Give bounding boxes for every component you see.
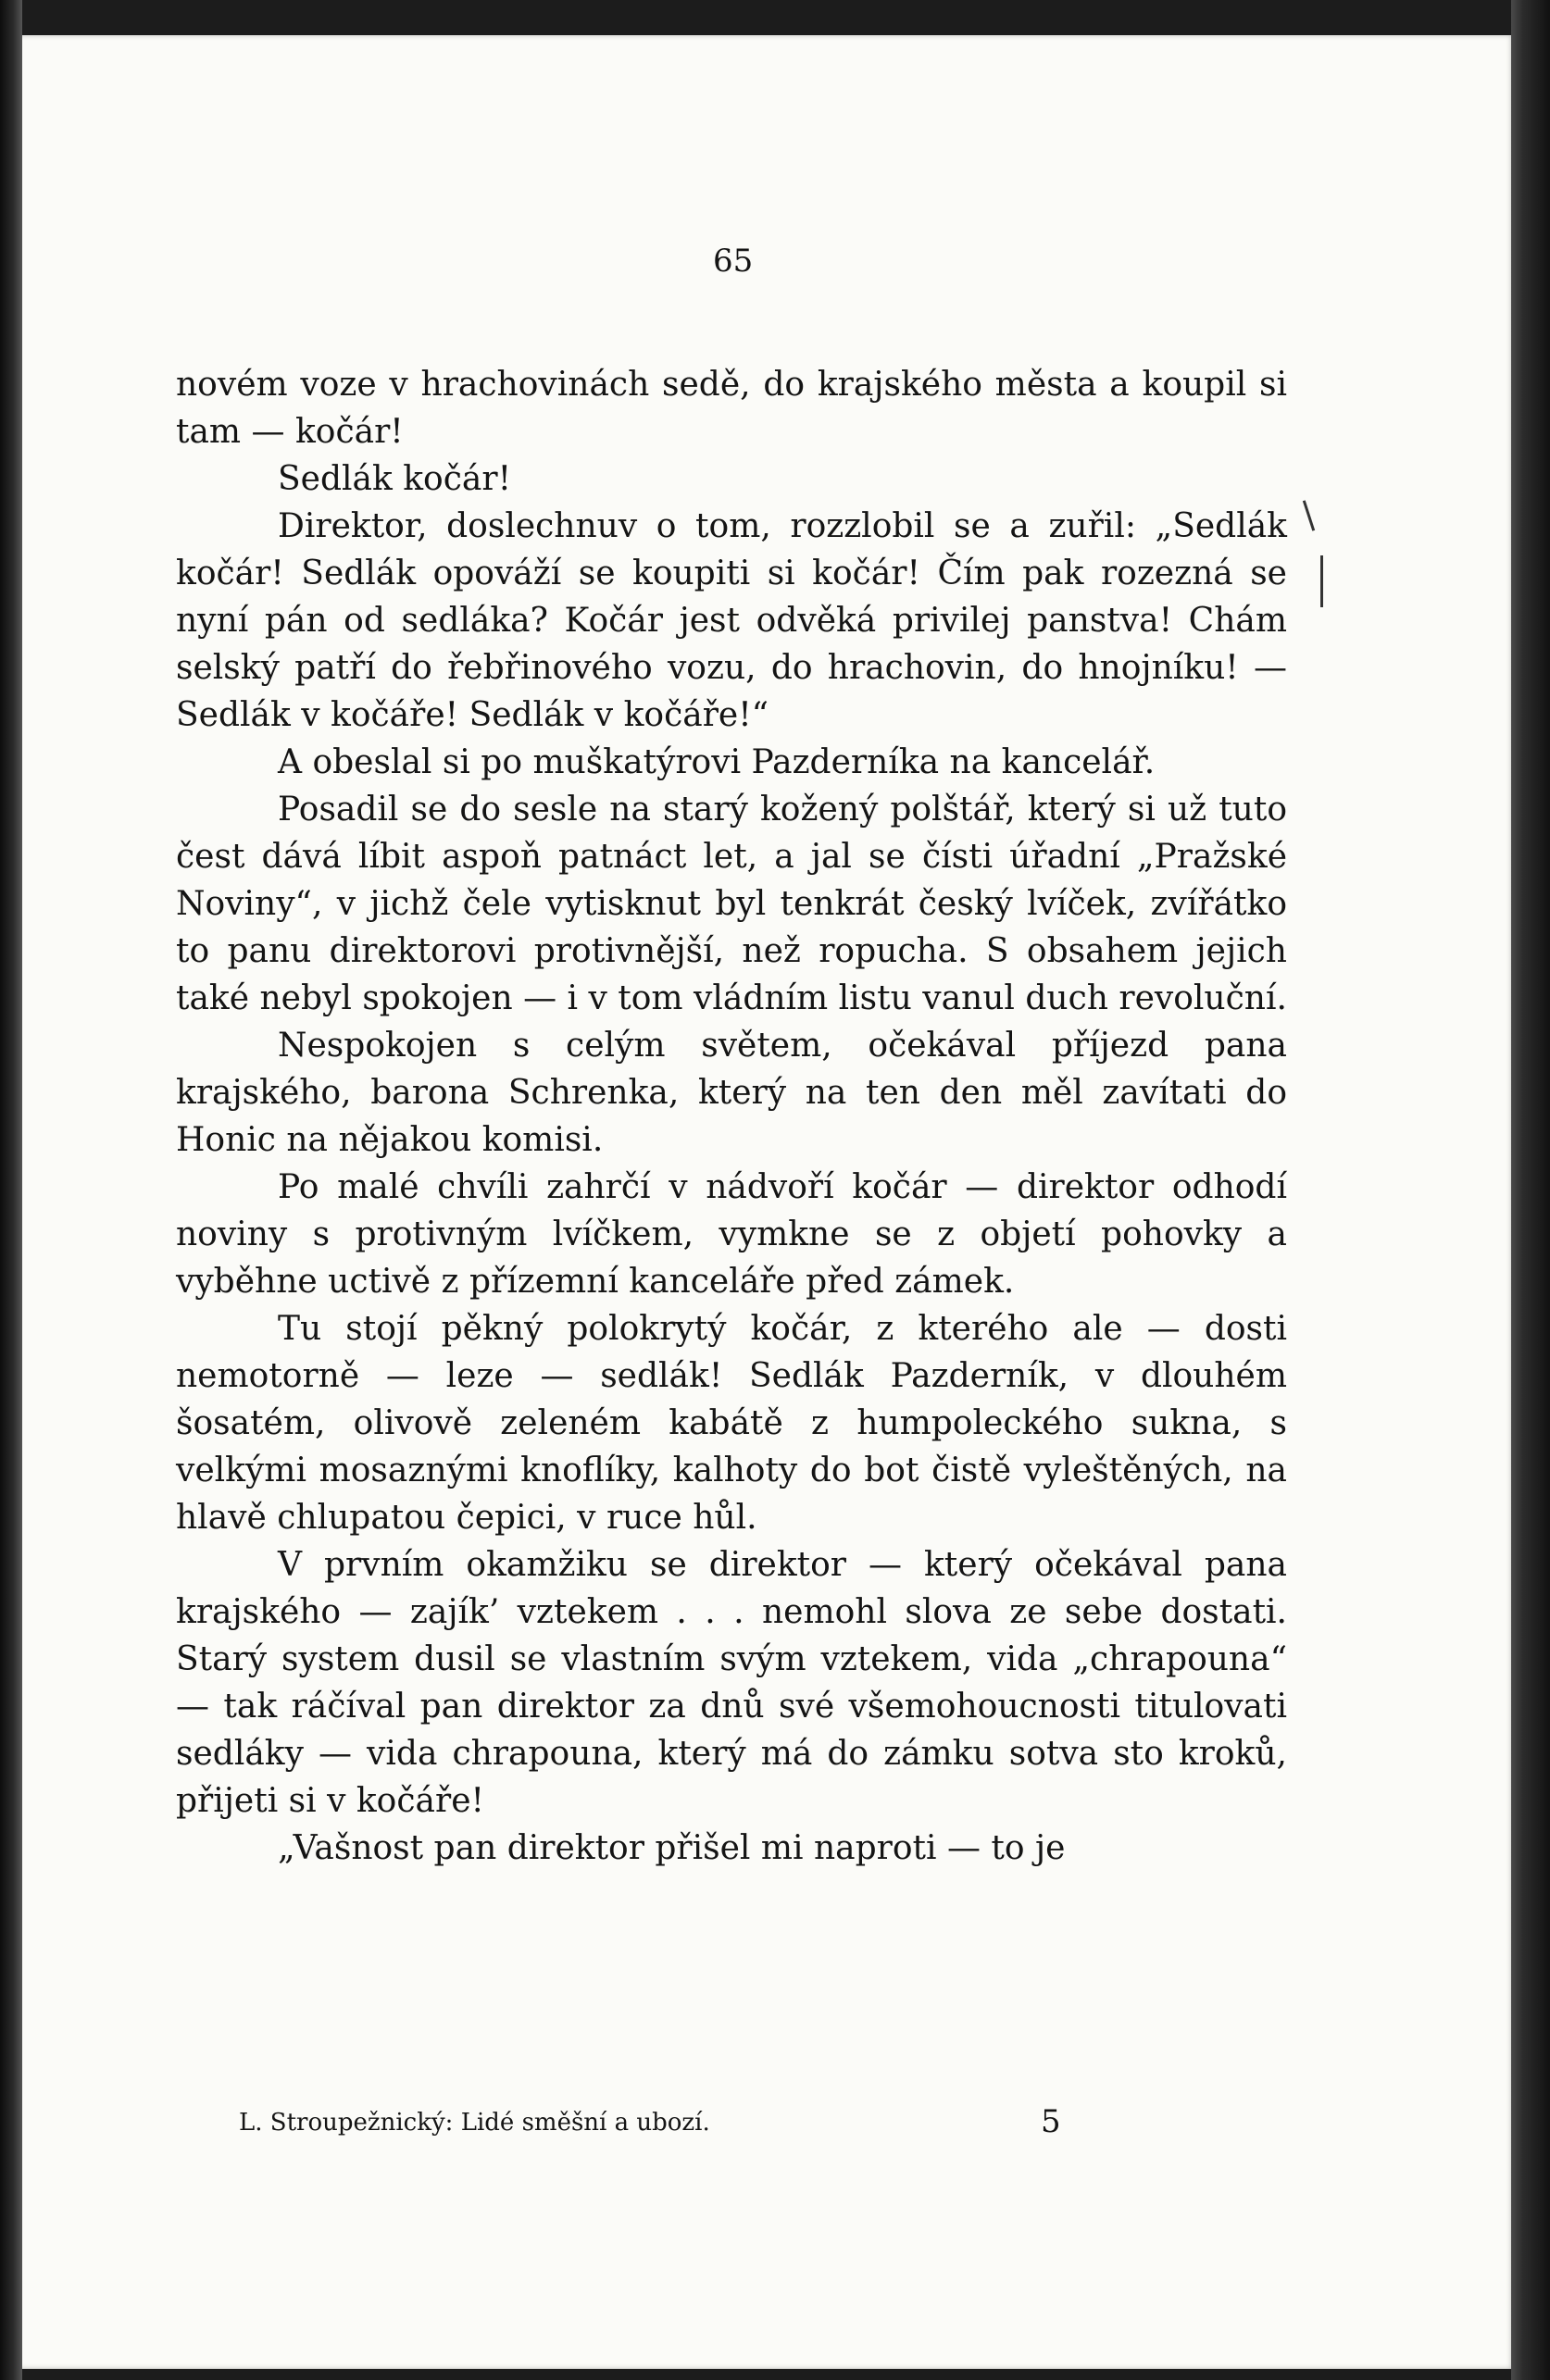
paragraph: Direktor, doslechnuv o tom, rozzlobil se a zuřil: „Sedlák kočár! Sedlák opováží se koupiti si kočár! Čím pak rozezná se nyní pán od sedláka? Kočár jest odvěká privilej panstva! Chám selský patří do řebřinového vozu, do hrachovin, do hnojníku! — Sedlák v kočáře! Sedlák v kočáře!“ <box>176 507 1287 734</box>
paragraph: Tu stojí pěkný polokrytý kočár, z kterého ale — dosti nemotorně — leze — sedlák! Sedlák Pazderník, v dlouhém šosatém, olivově zeleném kabátě z humpoleckého sukna, s velkými mosaznými knoflíky, kalhoty do bot čistě vyleštěných, na hlavě chlupatou čepici, v ruce hůl. <box>176 1310 1287 1537</box>
paragraph: A obeslal si po muškatýrovi Pazderníka na kancelář. <box>278 743 1156 781</box>
paragraph: „Vašnost pan direktor přišel mi naproti — to je <box>278 1829 1066 1867</box>
footer-title: L. Stroupežnický: Lidé směšní a ubozí. <box>239 2109 710 2137</box>
paragraph: Sedlák kočár! <box>278 460 512 498</box>
paragraph: Posadil se do sesle na starý kožený polštář, který si už tuto čest dává líbit aspoň patnáct let, a jal se čísti úřadní „Pražské Noviny“, v jichž čele vytisknut byl tenkrát český lvíček, zvířátko to panu direktorovi protivnější, než ropucha. S obsahem jejich také nebyl spokojen — i v tom vládním listu vanul duch revoluční. <box>176 791 1287 1017</box>
paragraph: Po malé chvíli zahrčí v nádvoří kočár — direktor odhodí noviny s protivným lvíčkem, vymkne se z objetí pohovky a vyběhne uctivě z přízemní kanceláře před zámek. <box>176 1168 1287 1301</box>
body-text <box>176 361 1287 1872</box>
paragraph: V prvním okamžiku se direktor — který očekával pana krajského — zajík’ vztekem . . . nemohl slova ze sebe dostati. Starý system dusil se vlastním svým vztekem, vida „chrapouna“ — tak ráčíval pan direktor za dnů své všemohoucnosti titulovati sedláky — vida chrapouna, který má do zámku sotva sto kroků, přijeti si v kočáře! <box>176 1546 1287 1820</box>
footer-signature: 5 <box>1041 2103 1061 2140</box>
left-scan-edge <box>0 0 22 2380</box>
paragraph: novém voze v hrachovinách sedě, do krajského města a koupil si tam — kočár! <box>176 366 1287 451</box>
margin-mark <box>1320 555 1323 607</box>
paragraph: Nespokojen s celým světem, očekával příjezd pana krajského, barona Schrenka, který na ten den měl zavítati do Honic na nějakou komisi. <box>176 1027 1287 1159</box>
page-number: 65 <box>713 243 754 280</box>
right-scan-edge <box>1511 0 1550 2380</box>
